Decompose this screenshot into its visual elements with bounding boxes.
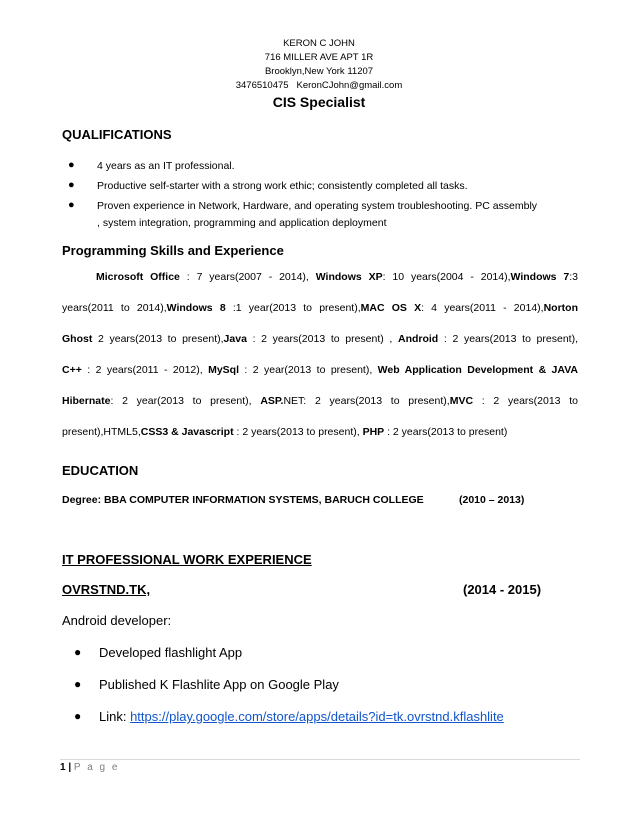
header-name: KERON C JOHN: [283, 38, 355, 49]
skills-line: C++ : 2 years(2011 - 2012), MySql : 2 year(2013 to present), Web Application Development & JAVA: [62, 364, 579, 376]
work-link-label: Link:: [99, 709, 131, 724]
qualification-item: Productive self-starter with a strong work ethic; consistently completed all tasks.: [97, 180, 468, 192]
qualification-item: Proven experience in Network, Hardware, and operating system troubleshooting. PC assembly: [97, 200, 538, 212]
qualification-item: 4 years as an IT professional.: [97, 160, 235, 172]
work-years: (2014 - 2015): [463, 582, 542, 597]
qualifications-heading: QUALIFICATIONS: [62, 127, 172, 142]
skills-line: Microsoft Office : 7 years(2007 - 2014), Windows XP: 10 years(2004 - 2014),Windows 7:3: [96, 271, 578, 283]
skills-line: years(2011 to 2014),Windows 8 :1 year(2013 to present),MAC OS X: 4 years(2011 - 2014),Norton: [62, 302, 578, 314]
footer-page-number: 1 | P a g e: [60, 762, 120, 773]
page-label: P a g e: [73, 762, 120, 773]
education-heading: EDUCATION: [62, 463, 139, 478]
skills-line: Hibernate: 2 year(2013 to present), ASP.NET: 2 years(2013 to present),MVC : 2 years(2013 to: [62, 395, 578, 407]
bullet-icon: ●: [74, 677, 82, 691]
header-address: 716 MILLER AVE APT 1R: [264, 52, 374, 63]
work-link-item: [99, 709, 504, 724]
bullet-icon: ●: [68, 159, 75, 171]
work-company: OVRSTND.TK,: [62, 582, 151, 597]
education-degree: Degree: BBA COMPUTER INFORMATION SYSTEMS, BARUCH COLLEGE: [62, 494, 424, 506]
work-heading: IT PROFESSIONAL WORK EXPERIENCE: [62, 552, 312, 567]
work-item: Published K Flashlite App on Google Play: [99, 677, 339, 692]
header-title: CIS Specialist: [272, 94, 366, 110]
work-role: Android developer:: [62, 613, 172, 628]
page-number: 1: [60, 762, 66, 773]
bullet-icon: ●: [74, 645, 82, 659]
footer-divider: [60, 759, 580, 760]
skills-line: present),HTML5,CSS3 & Javascript : 2 years(2013 to present), PHP : 2 years(2013 to present): [62, 426, 508, 438]
qualification-item-continued: , system integration, programming and application deployment: [97, 217, 387, 229]
work-item: Developed flashlight App: [99, 645, 243, 660]
header-city: Brooklyn,New York 11207: [264, 66, 374, 77]
bullet-icon: ●: [74, 709, 82, 723]
header-phone: 3476510475: [235, 80, 289, 91]
header-contact: [0, 80, 638, 92]
skills-line: Ghost 2 years(2013 to present),Java : 2 years(2013 to present) , Android : 2 years(2013 to present),: [62, 333, 578, 345]
google-play-link[interactable]: https://play.google.com/store/apps/details?id=tk.ovrstnd.kflashlite: [130, 709, 504, 724]
bullet-icon: ●: [68, 199, 75, 211]
skills-heading: Programming Skills and Experience: [62, 243, 284, 258]
header-email: KeronCJohn@gmail.com: [296, 80, 403, 91]
education-years: (2010 – 2013): [459, 494, 525, 506]
bullet-icon: ●: [68, 179, 75, 191]
